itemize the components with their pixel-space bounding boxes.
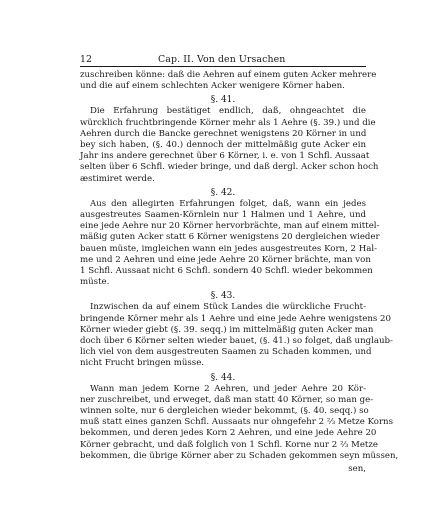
text-line: bauen müste, imgleichen wann ein jedes ausgestreutes Korn, 2 Hal- [80, 243, 378, 254]
text-line: bringende Körner mehr als 1 Aehre und eine jede Aehre wenigstens 20 [80, 313, 391, 324]
text-line: Wann man jedem Korne 2 Aehren, und jeder Aehre 20 Kör- [90, 383, 366, 394]
text-line: mäßig guten Acker statt 6 Körner wenigstens 20 dergleichen wieder [80, 232, 380, 243]
text-line: selten über 6 Schfl. wieder bringe, und daß dergl. Acker schon hoch [80, 162, 379, 173]
section-heading-42: §. 42. [210, 187, 236, 198]
paragraph-43 [80, 302, 393, 369]
catchword: sen, [348, 464, 366, 475]
text-line: nicht Frucht bringen müsse. [80, 358, 205, 369]
text-line: und die auf einem schlechten Acker wenigere Körner haben. [80, 81, 345, 92]
text-line: doch über 6 Körner selten wieder bauet, (§. 41.) so folget, daß unglaub- [80, 336, 393, 347]
text-line: ner zuschreibet, und erweget, daß man statt 40 Körner, so man ge- [80, 394, 374, 405]
text-line: bekommen, die übrige Körner aber zu Schaden gekommen seyn müssen, [80, 450, 399, 461]
text-line: würcklich fruchtbringende Körner mehr als 1 Aehre (§. 39.) und die [80, 117, 376, 128]
text-line: ausgestreutes Saamen-Körnlein nur 1 Halmen und 1 Aehre, und [80, 210, 366, 221]
page-number: 12 [80, 54, 92, 65]
text-line: zuschreiben könne: daß die Aehren auf einem guten Acker mehrere [80, 70, 377, 80]
text-line: muß statt eines ganzen Schfl. Aussaats nur ohngefehr 2 ⅔ Metze Korns [80, 417, 393, 428]
text-line: Körner wieder giebt (§. 39. seqq.) im mittelmäßig guten Acker man [80, 324, 374, 335]
text-line: æstimiret werde. [80, 173, 155, 184]
text-line: lich viel von dem ausgestreuten Saamen zu Schaden kommen, und [80, 347, 372, 358]
text-line: me und 2 Aehren und eine jede Aehre 20 Körner brächte, man von [80, 254, 371, 265]
page-header [80, 54, 366, 67]
paragraph-continuation [80, 70, 377, 92]
paragraph-41 [80, 106, 379, 184]
text-line: Inzwischen da auf einem Stück Landes die würckliche Frucht- [90, 302, 366, 313]
text-line: bekommen, und deren jedes Korn 2 Aehren, und eine jede Aehre 20 [80, 428, 377, 439]
text-line: müste. [80, 277, 110, 288]
section-heading-44: §. 44. [210, 372, 236, 383]
text-line: winnen solte, nur 6 dergleichen wieder bekommt, (§. 40. seqq.) so [80, 406, 369, 417]
text-line: Körner gebracht, und daß folglich von 1 Schfl. Korne nur 2 ⅔ Metze [80, 439, 378, 450]
book-page [80, 54, 399, 475]
text-line: eine jede Aehre nur 20 Körner hervorbrächte, man auf einem mittel- [80, 221, 380, 232]
text-line: Aus den allegirten Erfahrungen folget, daß, wann ein jedes [90, 198, 366, 209]
section-heading-41: §. 41. [210, 95, 236, 106]
running-head: Cap. II. Von den Ursachen [158, 54, 286, 65]
text-line: Die Erfahrung bestätiget endlich, daß, ohngeachtet die [90, 106, 366, 117]
text-line: 1 Schfl. Aussaat nicht 6 Schfl. sondern 40 Schfl. wieder bekommen [80, 266, 373, 277]
text-line: bey sich haben, (§. 40.) dennoch der mittelmäßig gute Acker ein [80, 140, 366, 151]
paragraph-42 [80, 198, 380, 289]
text-line: Jahr ins andere gerechnet über 6 Körner, i. e. von 1 Schfl. Aussaat [80, 151, 370, 162]
section-heading-43: §. 43. [210, 291, 236, 302]
text-line: Aehren durch die Bancke gerechnet wenigstens 20 Körner in und [80, 128, 367, 139]
paragraph-44 [80, 383, 399, 462]
